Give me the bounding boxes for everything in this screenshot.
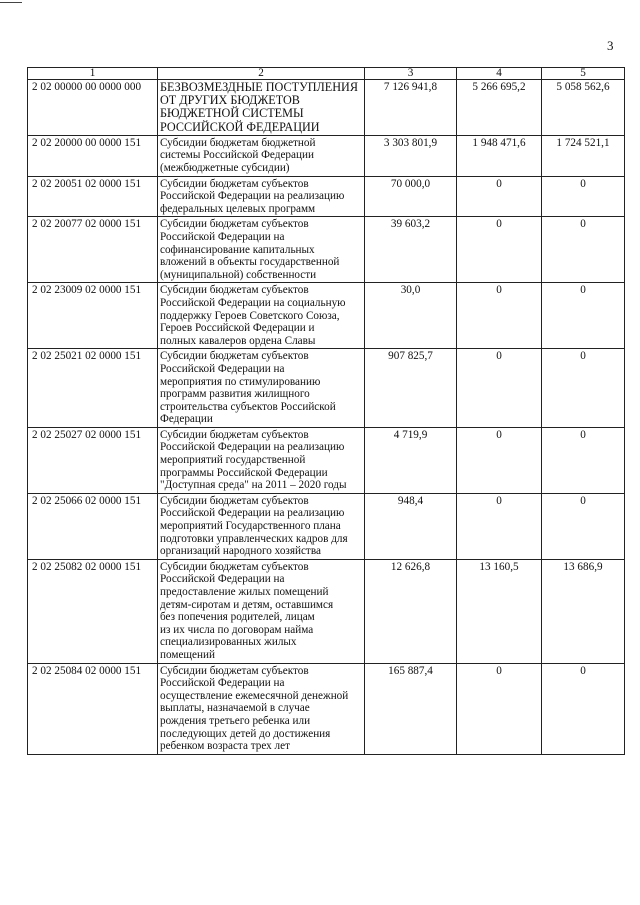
top-left-rule xyxy=(0,2,22,3)
table-row xyxy=(28,493,625,559)
row-value-4: 0 xyxy=(457,217,542,283)
row-value-3: 3 303 801,9 xyxy=(365,135,457,176)
table-row xyxy=(28,176,625,217)
row-description xyxy=(158,176,365,217)
description-line: ребенком возраста трех лет xyxy=(160,740,290,753)
row-value-4: 0 xyxy=(457,283,542,349)
row-description xyxy=(158,559,365,663)
description-line: Российской Федерации на xyxy=(160,573,285,586)
row-description xyxy=(158,80,365,136)
description-line: ОТ ДРУГИХ БЮДЖЕТОВ xyxy=(160,93,300,108)
description-line: организаций народного хозяйства xyxy=(160,545,321,558)
row-code: 2 02 25066 02 0000 151 xyxy=(28,493,158,559)
row-description xyxy=(158,283,365,349)
description-line: Федерации xyxy=(160,413,213,426)
table-row xyxy=(28,427,625,493)
description-line: системы Российской Федерации xyxy=(160,149,314,162)
row-value-3: 12 626,8 xyxy=(365,559,457,663)
description-line: выплаты, назначаемой в случае xyxy=(160,702,310,715)
description-line: мероприятия по стимулированию xyxy=(160,375,321,388)
row-description xyxy=(158,427,365,493)
row-code: 2 02 25082 02 0000 151 xyxy=(28,559,158,663)
description-line: Российской Федерации на социальную xyxy=(160,296,346,309)
description-line: вложений в объекты государственной xyxy=(160,256,340,269)
row-value-4: 13 160,5 xyxy=(457,559,542,663)
row-description xyxy=(158,135,365,176)
description-line: Российской Федерации на реализацию xyxy=(160,190,345,203)
description-line: мероприятий Государственного плана xyxy=(160,520,341,533)
description-line: Российской Федерации на реализацию xyxy=(160,441,345,454)
table-row xyxy=(28,663,625,754)
row-value-3: 948,4 xyxy=(365,493,457,559)
description-line: Субсидии бюджетам субъектов xyxy=(160,494,309,507)
description-line: Российской Федерации на xyxy=(160,230,285,243)
row-value-5: 0 xyxy=(542,493,625,559)
row-value-5: 0 xyxy=(542,349,625,428)
table-row xyxy=(28,349,625,428)
table-row xyxy=(28,217,625,283)
description-line: специализированных жилых xyxy=(160,636,297,649)
row-value-3: 30,0 xyxy=(365,283,457,349)
row-code: 2 02 20051 02 0000 151 xyxy=(28,176,158,217)
row-value-4: 0 xyxy=(457,427,542,493)
description-line: Субсидии бюджетам субъектов xyxy=(160,177,309,190)
header-cell-4: 4 xyxy=(457,68,542,80)
row-value-4: 0 xyxy=(457,493,542,559)
description-line: строительства субъектов Российской xyxy=(160,400,336,413)
header-row xyxy=(28,68,625,80)
row-value-4: 5 266 695,2 xyxy=(457,80,542,136)
row-value-3: 907 825,7 xyxy=(365,349,457,428)
row-code: 2 02 00000 00 0000 000 xyxy=(28,80,158,136)
row-code: 2 02 20000 00 0000 151 xyxy=(28,135,158,176)
row-value-5: 0 xyxy=(542,217,625,283)
row-value-3: 4 719,9 xyxy=(365,427,457,493)
row-value-3: 7 126 941,8 xyxy=(365,80,457,136)
row-description xyxy=(158,217,365,283)
description-line: Российской Федерации на xyxy=(160,362,285,375)
description-line: полных кавалеров ордена Славы xyxy=(160,334,316,347)
description-line: Субсидии бюджетам субъектов xyxy=(160,664,309,677)
description-line: Героев Российской Федерации и xyxy=(160,322,315,335)
header-cell-5: 5 xyxy=(542,68,625,80)
row-value-3: 70 000,0 xyxy=(365,176,457,217)
description-line: Субсидии бюджетам субъектов xyxy=(160,560,309,573)
description-line: "Доступная среда" на 2011 – 2020 годы xyxy=(160,479,347,492)
page-number: 3 xyxy=(607,38,614,53)
row-value-5: 0 xyxy=(542,663,625,754)
description-line: Российской Федерации на реализацию xyxy=(160,507,345,520)
description-line: предоставление жилых помещений xyxy=(160,586,329,598)
description-line: БЕЗВОЗМЕЗДНЫЕ ПОСТУПЛЕНИЯ xyxy=(160,80,358,94)
description-line: мероприятий государственной xyxy=(160,454,306,467)
header-cell-1: 1 xyxy=(28,68,158,80)
row-value-5: 5 058 562,6 xyxy=(542,80,625,136)
description-line: осуществление ежемесячной денежной xyxy=(160,689,349,702)
description-line: без попечения родителей, лицам xyxy=(160,611,315,624)
row-description xyxy=(158,493,365,559)
row-code: 2 02 25027 02 0000 151 xyxy=(28,427,158,493)
row-description xyxy=(158,663,365,754)
description-line: из их числа по договорам найма xyxy=(160,623,314,636)
table-row xyxy=(28,80,625,136)
row-value-3: 165 887,4 xyxy=(365,663,457,754)
description-line: программы Российской Федерации xyxy=(160,466,328,479)
row-code: 2 02 20077 02 0000 151 xyxy=(28,217,158,283)
description-line: рождения третьего ребенка или xyxy=(160,714,311,727)
description-line: Субсидии бюджетам субъектов xyxy=(160,284,309,297)
row-value-4: 0 xyxy=(457,349,542,428)
row-value-4: 0 xyxy=(457,663,542,754)
description-line: федеральных целевых программ xyxy=(160,202,316,215)
row-description xyxy=(158,349,365,428)
description-line: подготовки управленческих кадров для xyxy=(160,532,348,545)
row-code: 2 02 25084 02 0000 151 xyxy=(28,663,158,754)
description-line: Субсидии бюджетам бюджетной xyxy=(160,136,316,149)
row-code: 2 02 23009 02 0000 151 xyxy=(28,283,158,349)
description-line: (муниципальной) собственности xyxy=(160,268,317,281)
description-line: помещений xyxy=(160,648,215,661)
row-value-5: 0 xyxy=(542,176,625,217)
description-line: Субсидии бюджетам субъектов xyxy=(160,428,309,441)
description-line: последующих детей до достижения xyxy=(160,727,331,740)
description-line: Субсидии бюджетам субъектов xyxy=(160,218,309,231)
row-value-3: 39 603,2 xyxy=(365,217,457,283)
header-cell-3: 3 xyxy=(365,68,457,80)
row-value-4: 0 xyxy=(457,176,542,217)
description-line: детям-сиротам и детям, оставшимся xyxy=(160,598,334,611)
table-row xyxy=(28,135,625,176)
row-value-5: 13 686,9 xyxy=(542,559,625,663)
description-line: (межбюджетные субсидии) xyxy=(160,162,290,174)
description-line: Субсидии бюджетам субъектов xyxy=(160,350,309,363)
table-row xyxy=(28,283,625,349)
row-value-5: 0 xyxy=(542,427,625,493)
row-value-5: 1 724 521,1 xyxy=(542,135,625,176)
description-line: поддержку Героев Советского Союза, xyxy=(160,309,340,322)
description-line: БЮДЖЕТНОЙ СИСТЕМЫ xyxy=(160,106,304,121)
budget-table xyxy=(27,67,625,755)
table-body xyxy=(28,80,625,755)
header-cell-2: 2 xyxy=(158,68,365,80)
table-row xyxy=(28,559,625,663)
description-line: программ развития жилищного xyxy=(160,388,310,401)
row-value-4: 1 948 471,6 xyxy=(457,135,542,176)
row-value-5: 0 xyxy=(542,283,625,349)
description-line: Российской Федерации на xyxy=(160,677,285,690)
row-code: 2 02 25021 02 0000 151 xyxy=(28,349,158,428)
description-line: софинансирование капитальных xyxy=(160,243,315,256)
description-line: РОССИЙСКОЙ ФЕДЕРАЦИИ xyxy=(160,119,320,134)
